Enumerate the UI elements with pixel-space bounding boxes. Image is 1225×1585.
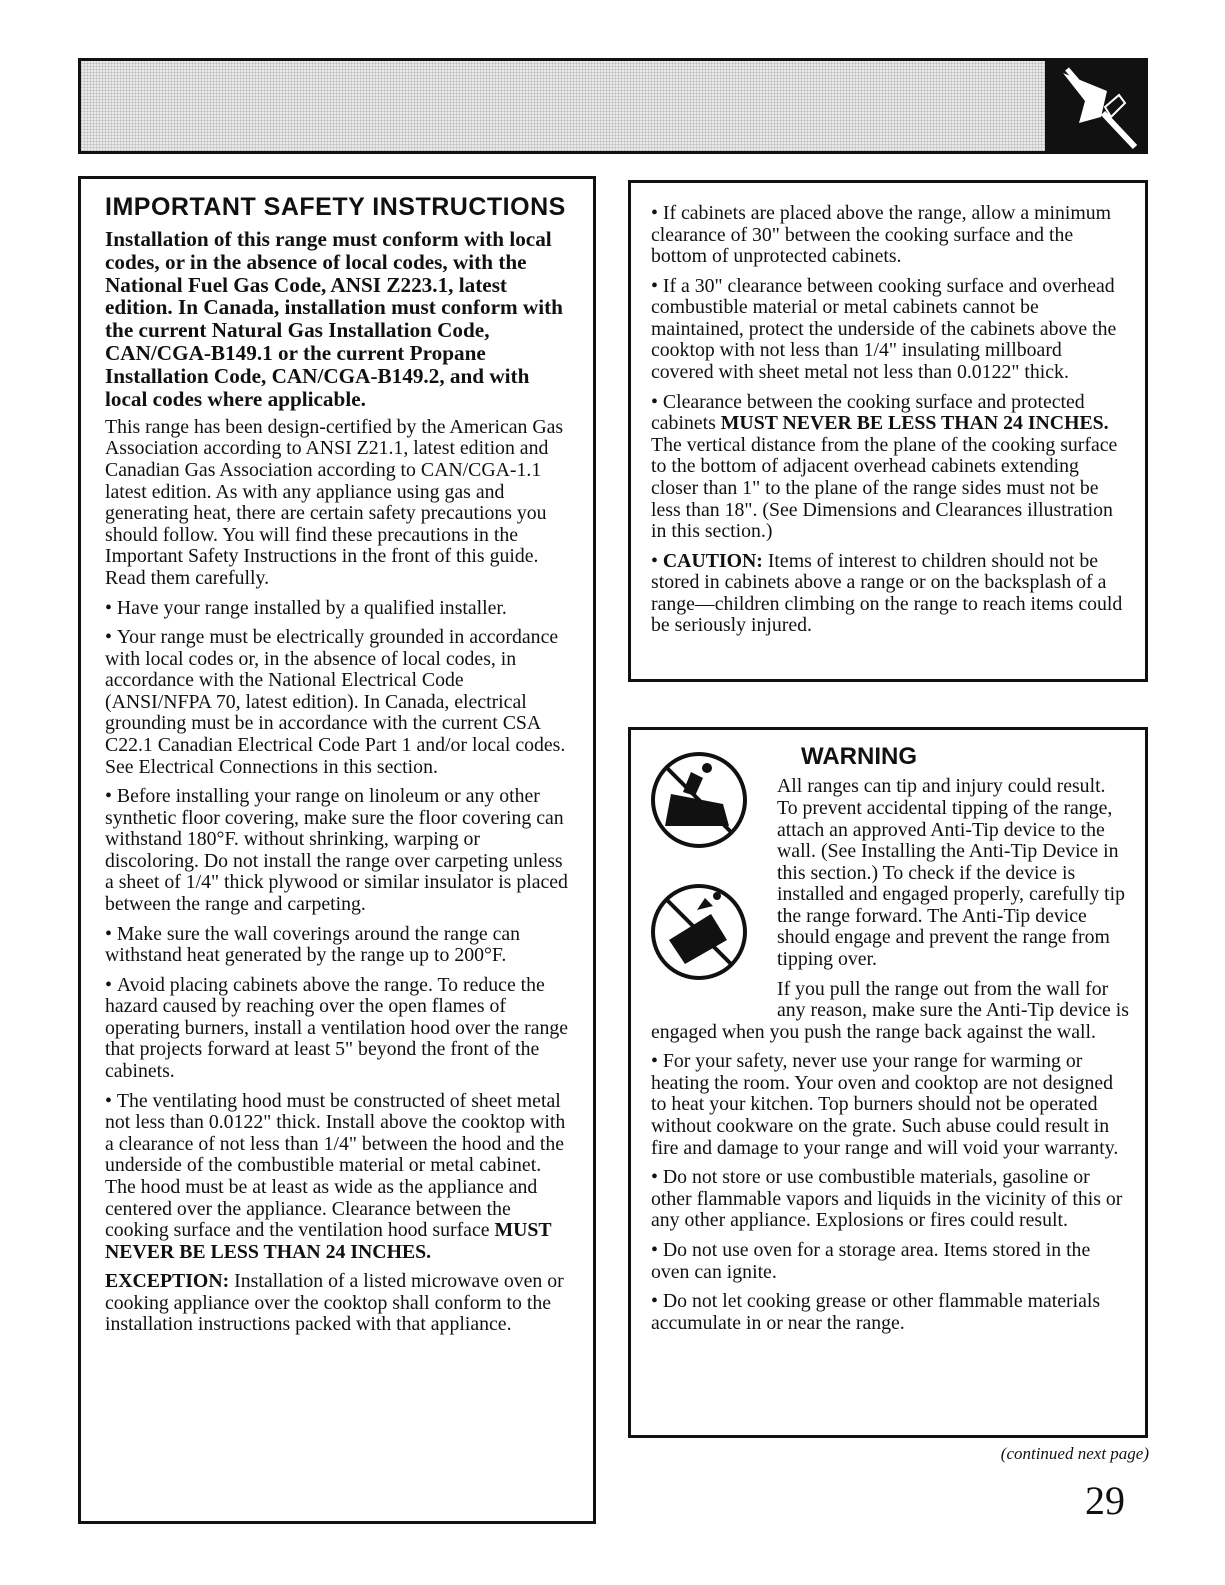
exception-text: Installation of a listed microwave oven or cooking appliance over the cooktop shall conform to the installation instructions packed with that appliance. [105,1270,564,1336]
safety-instructions-box [78,176,596,1524]
installer-hand-tool-icon [1045,61,1145,151]
bullet-cabinet-clearance: • If cabinets are placed above the range, allow a minimum clearance of 30" between the cooking surface and the bottom of unprotected cabinets. [651,203,1129,268]
bullet-electrical-grounding: • Your range must be electrically grounded in accordance with local codes or, in the absence of local codes, in accordance with the National Electrical Code (ANSI/NFPA 70, latest edition). In Canada, electrical grounding must be in accordance with the current CSA C22.1 Canadian Electrical Code Part 1 and/or local codes. See Electrical Connections in this section. [105,627,573,778]
caution-text: Items of interest to children should not be stored in cabinets above a range or on the backsplash of a range—children climbing on the range to reach items could be seriously injured. [651,549,1123,637]
bullet-ventilating-hood [105,1091,573,1264]
protected-emphasis: MUST NEVER BE LESS THAN 24 INCHES. [720,412,1109,435]
warning-box [628,727,1148,1438]
bullet-no-room-heating: • For your safety, never use your range for warming or heating the room. Your oven and cooktop are not designed to heat your kitchen. Top burners should not be operated without cookware on the grate. Such abuse could result in fire and damage to your range and will void your warranty. [651,1051,1129,1159]
bullet-protected-cabinets [651,392,1129,543]
section-heading: IMPORTANT SAFETY INSTRUCTIONS [105,193,566,221]
bullet-combustible-materials: • Do not store or use combustible materials, gasoline or other flammable vapors and liquids in the vicinity of this or any other appliance. Explosions or fires could result. [651,1167,1129,1232]
bullet-qualified-installer: • Have your range installed by a qualified installer. [105,598,573,620]
installation-code-paragraph: Installation of this range must conform with local codes, or in the absence of local codes, with the National Fuel Gas Code, ANSI Z223.1, latest edition. In Canada, installation must conform with the current Natural Gas Installation Code, CAN/CGA-B149.1 or the current Propane Installation Code, CAN/CGA-B149.2, and with local codes where applicable. [105,226,563,411]
exception-label: EXCEPTION: [105,1270,230,1293]
no-tipping-icon [647,880,751,984]
pull-range-paragraph: If you pull the range out from the wall for any reason, make sure the Anti-Tip device is engaged when you push the range back against the wall. [651,977,1129,1043]
bullet-avoid-cabinets: • Avoid placing cabinets above the range. To reduce the hazard caused by reaching over the open flames of operating burners, install a ventilation hood over the range that projects forward at least 5" beyond the front of the cabinets. [105,975,573,1083]
no-climbing-icon [647,748,751,852]
exception-paragraph [105,1271,573,1336]
bullet-oven-storage: • Do not use oven for a storage area. Items stored in the oven can ignite. [651,1240,1129,1283]
warning-heading: WARNING [801,743,917,770]
warning-icons [631,740,777,1002]
bullet-floor-covering: • Before installing your range on linoleum or any other synthetic floor covering, make sure the floor covering can withstand 180°F. without shrinking, warping or discoloring. Do not install the range over carpeting unless a sheet of 1/4" thick plywood or similar insulator is placed between the range and carpeting. [105,786,573,915]
bullet-millboard: • If a 30" clearance between cooking surface and overhead combustible material or metal cabinets cannot be maintained, protect the underside of the cabinets above the cooktop with not less than 1/4" insulating millboard covered with sheet metal not less than 0.0122" thick. [651,276,1129,384]
cabinet-clearance-box [628,180,1148,682]
header-banner [78,58,1148,154]
anti-tip-paragraph: All ranges can tip and injury could result. To prevent accidental tipping of the range, attach an approved Anti-Tip device to the wall. (See Installing the Anti-Tip Device in this section.) To check if the device is installed and engaged properly, carefully tip the range forward. The Anti-Tip device should engage and prevent the range from tipping over. [777,775,1126,971]
bullet-wall-coverings: • Make sure the wall coverings around the range can withstand heat generated by the range up to 200°F. [105,924,573,967]
continued-note: (continued next page) [1000,1444,1149,1463]
hood-clearance-emphasis: MUST NEVER BE LESS THAN 24 INCHES. [105,1219,552,1263]
caution-label: CAUTION: [662,549,763,572]
bullet-caution-children [651,551,1129,637]
page-number: 29 [1085,1478,1125,1523]
protected-post: The vertical distance from the plane of the cooking surface to the bottom of adjacent overhead cabinets extending closer than 1" to the plane of the range sides must not be less than 18". (See Dimensions and Clearances illustration in this section.) [651,433,1118,543]
intro-paragraph: This range has been design-certified by the American Gas Association according to ANSI Z21.1, latest edition and Canadian Gas Association according to CAN/CGA-1.1 latest edition. As with any appliance using gas and generating heat, there are certain safety precautions you should follow. You will find these precautions in the Important Safety Instructions in the front of this guide. Read them carefully. [105,415,564,589]
protected-pre: Clearance between the cooking surface and protected cabinets [651,390,1085,435]
hood-text: The ventilating hood must be constructed of sheet metal not less than 0.0122" thick. Install above the cooktop with a clearance of not less than 1/4" between the hood and the underside of the combustible material or metal cabinet. The hood must be at least as wide as the appliance and centered over the appliance. Clearance between the cooking surface and the ventilation hood surface [105,1089,566,1242]
bullet-grease: • Do not let cooking grease or other flammable materials accumulate in or near the range. [651,1291,1129,1334]
